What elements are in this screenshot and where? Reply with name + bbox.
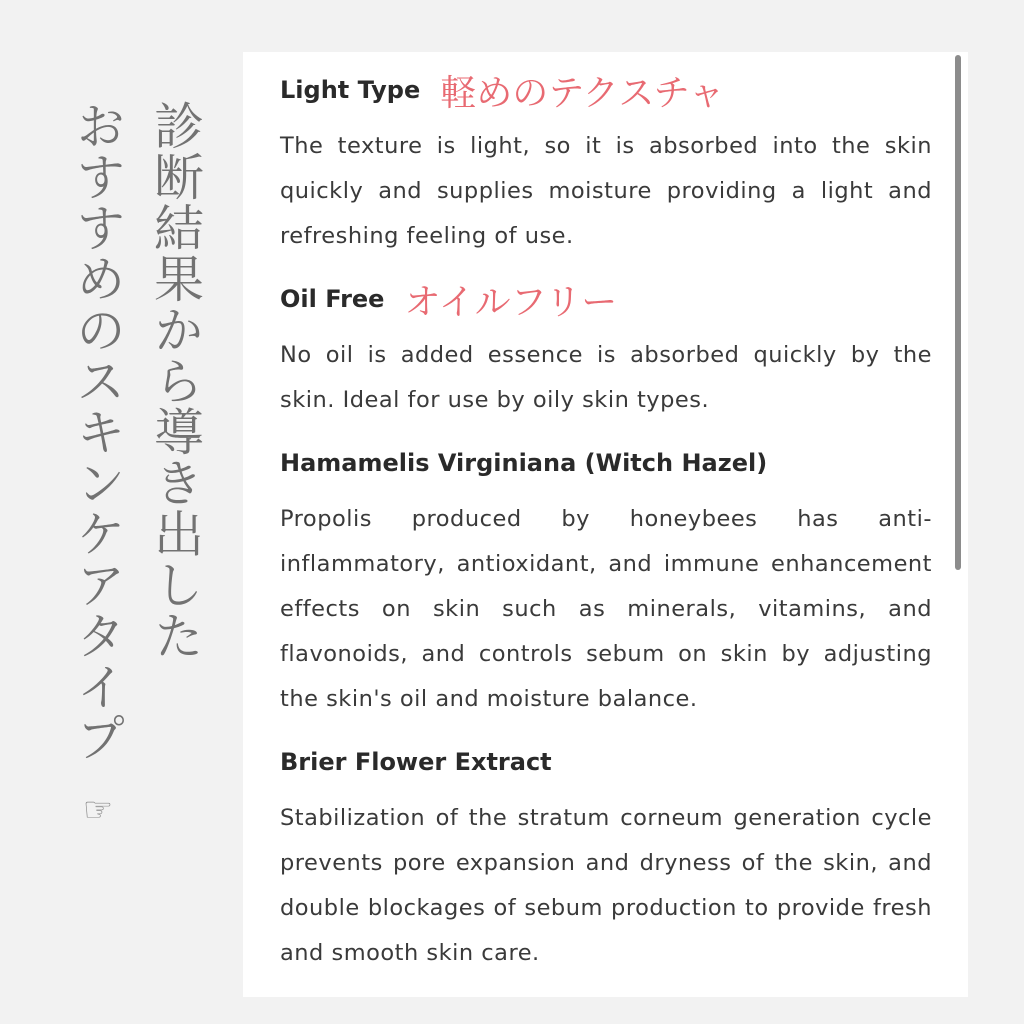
section-title: Brier Flower Extract (280, 748, 552, 776)
section-body: Propolis produced by honeybees has anti-inflammatory, antioxidant, and immune enhancement effects on skin such as minerals, vitamins, and flavonoids, and controls sebum on skin by adjusting the skin's oil and moisture balance. (280, 506, 932, 712)
section-body: The texture is light, so it is absorbed into the skin quickly and supplies moisture providing a light and refreshing feeling of use. (280, 133, 932, 249)
vertical-title-line-1: 診断結果から導き出した (146, 100, 204, 661)
section-heading (280, 435, 932, 491)
section-oil-free (280, 271, 932, 423)
content-panel[interactable] (243, 52, 968, 997)
section-witch-hazel (280, 435, 932, 722)
section-heading (280, 62, 932, 118)
section-title-jp: オイルフリー (404, 281, 618, 323)
section-title: Hamamelis Virginiana (Witch Hazel) (280, 449, 768, 477)
section-title: Oil Free (280, 285, 385, 313)
scroll-content (280, 62, 932, 988)
section-body: Stabilization of the stratum corneum generation cycle prevents pore expansion and dryness of the skin, and double blockages of sebum production to provide fresh and smooth skin care. (280, 805, 932, 966)
section-heading (280, 734, 932, 790)
pointing-hand-icon: ☞ (82, 790, 114, 830)
scrollbar[interactable] (955, 55, 963, 995)
section-light-type (280, 62, 932, 259)
section-title-jp: 軽めのテクスチャ (440, 72, 725, 114)
section-heading (280, 271, 932, 327)
section-body: No oil is added essence is absorbed quickly by the skin. Ideal for use by oily skin types. (280, 342, 932, 413)
vertical-title-line-2: おすすめのスキンケアタイプ (68, 100, 126, 763)
section-title: Light Type (280, 76, 421, 104)
section-brier-flower (280, 734, 932, 976)
scrollbar-thumb[interactable] (955, 55, 961, 570)
